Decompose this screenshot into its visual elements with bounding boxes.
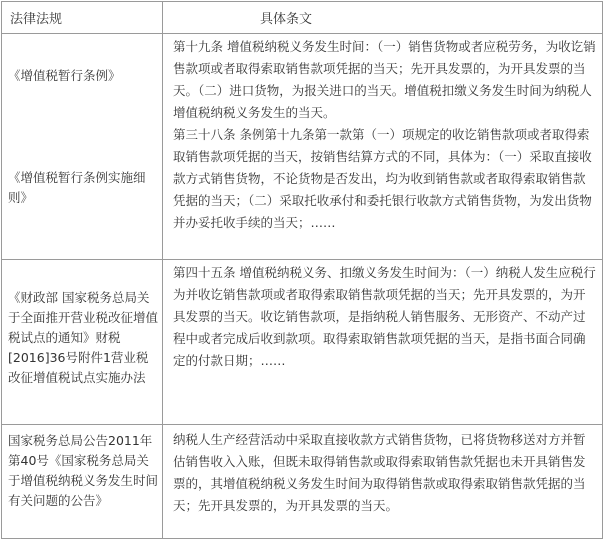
table-row [2, 33, 602, 259]
column-divider [162, 425, 163, 538]
header-clause: 具体条文 [260, 12, 313, 27]
table-row [2, 424, 602, 538]
column-divider [162, 260, 163, 424]
law-name: 《财政部 国家税务总局关于全面推开营业税改征增值税试点的通知》财税[2016]36号附件1营业税改征增值税试点实施办法 [8, 290, 159, 385]
clause-text [173, 36, 596, 234]
regulation-table [1, 1, 603, 539]
clause-text: 纳税人生产经营活动中采取直接收款方式销售货物，已将货物移送对方并暂估销售收入入账，但既未取得销售款或取得索取销售款凭据也未开具销售发票的，其增值税纳税义务发生时间为取得销售款或取得索取销售款凭据的当天；先开具发票的，为开具发票的当天。 [173, 432, 586, 513]
law-name: 《增值税暂行条例》 [8, 68, 121, 83]
table-row [2, 259, 602, 424]
law-name: 国家税务总局公告2011年第40号《国家税务总局关于增值税纳税义务发生时间有关问题的公告》 [8, 433, 159, 508]
clause-text: 第四十五条 增值税纳税义务、扣缴义务发生时间为：（一）纳税人发生应税行为并收讫销售款项或者取得索取销售款项凭据的当天；先开具发票的，为开具发票的当天。收讫销售款项，是指纳税人销售服务、无形资产、不动产过程中或者完成后收到款项。取得索取销售款项凭据的当天，是指书面合同确定的付款日期；…… [173, 265, 596, 368]
table-header-row [2, 2, 602, 33]
clause-paragraph: 第三十八条 条例第十九条第一款第（一）项规定的收讫销售款项或者取得索取销售款项凭据的当天，按销售结算方式的不同，具体为：（一）采取直接收款方式销售货物，不论货物是否发出，均为收到销售款或者取得索取销售款凭据的当天；（二）采取托收承付和委托银行收款方式销售货物，为发出货物并办妥托收手续的当天；…… [173, 127, 592, 230]
law-name: 《增值税暂行条例实施细则》 [8, 170, 146, 205]
header-law: 法律法规 [10, 12, 63, 27]
column-divider [162, 2, 163, 33]
column-divider [162, 34, 163, 259]
clause-paragraph: 第十九条 增值税纳税义务发生时间：（一）销售货物或者应税劳务，为收讫销售款项或者取得索取销售款项凭据的当天；先开具发票的，为开具发票的当天。（二）进口货物，为报关进口的当天。增值税扣缴义务发生时间为纳税人增值税纳税义务发生的当天。 [173, 39, 596, 120]
